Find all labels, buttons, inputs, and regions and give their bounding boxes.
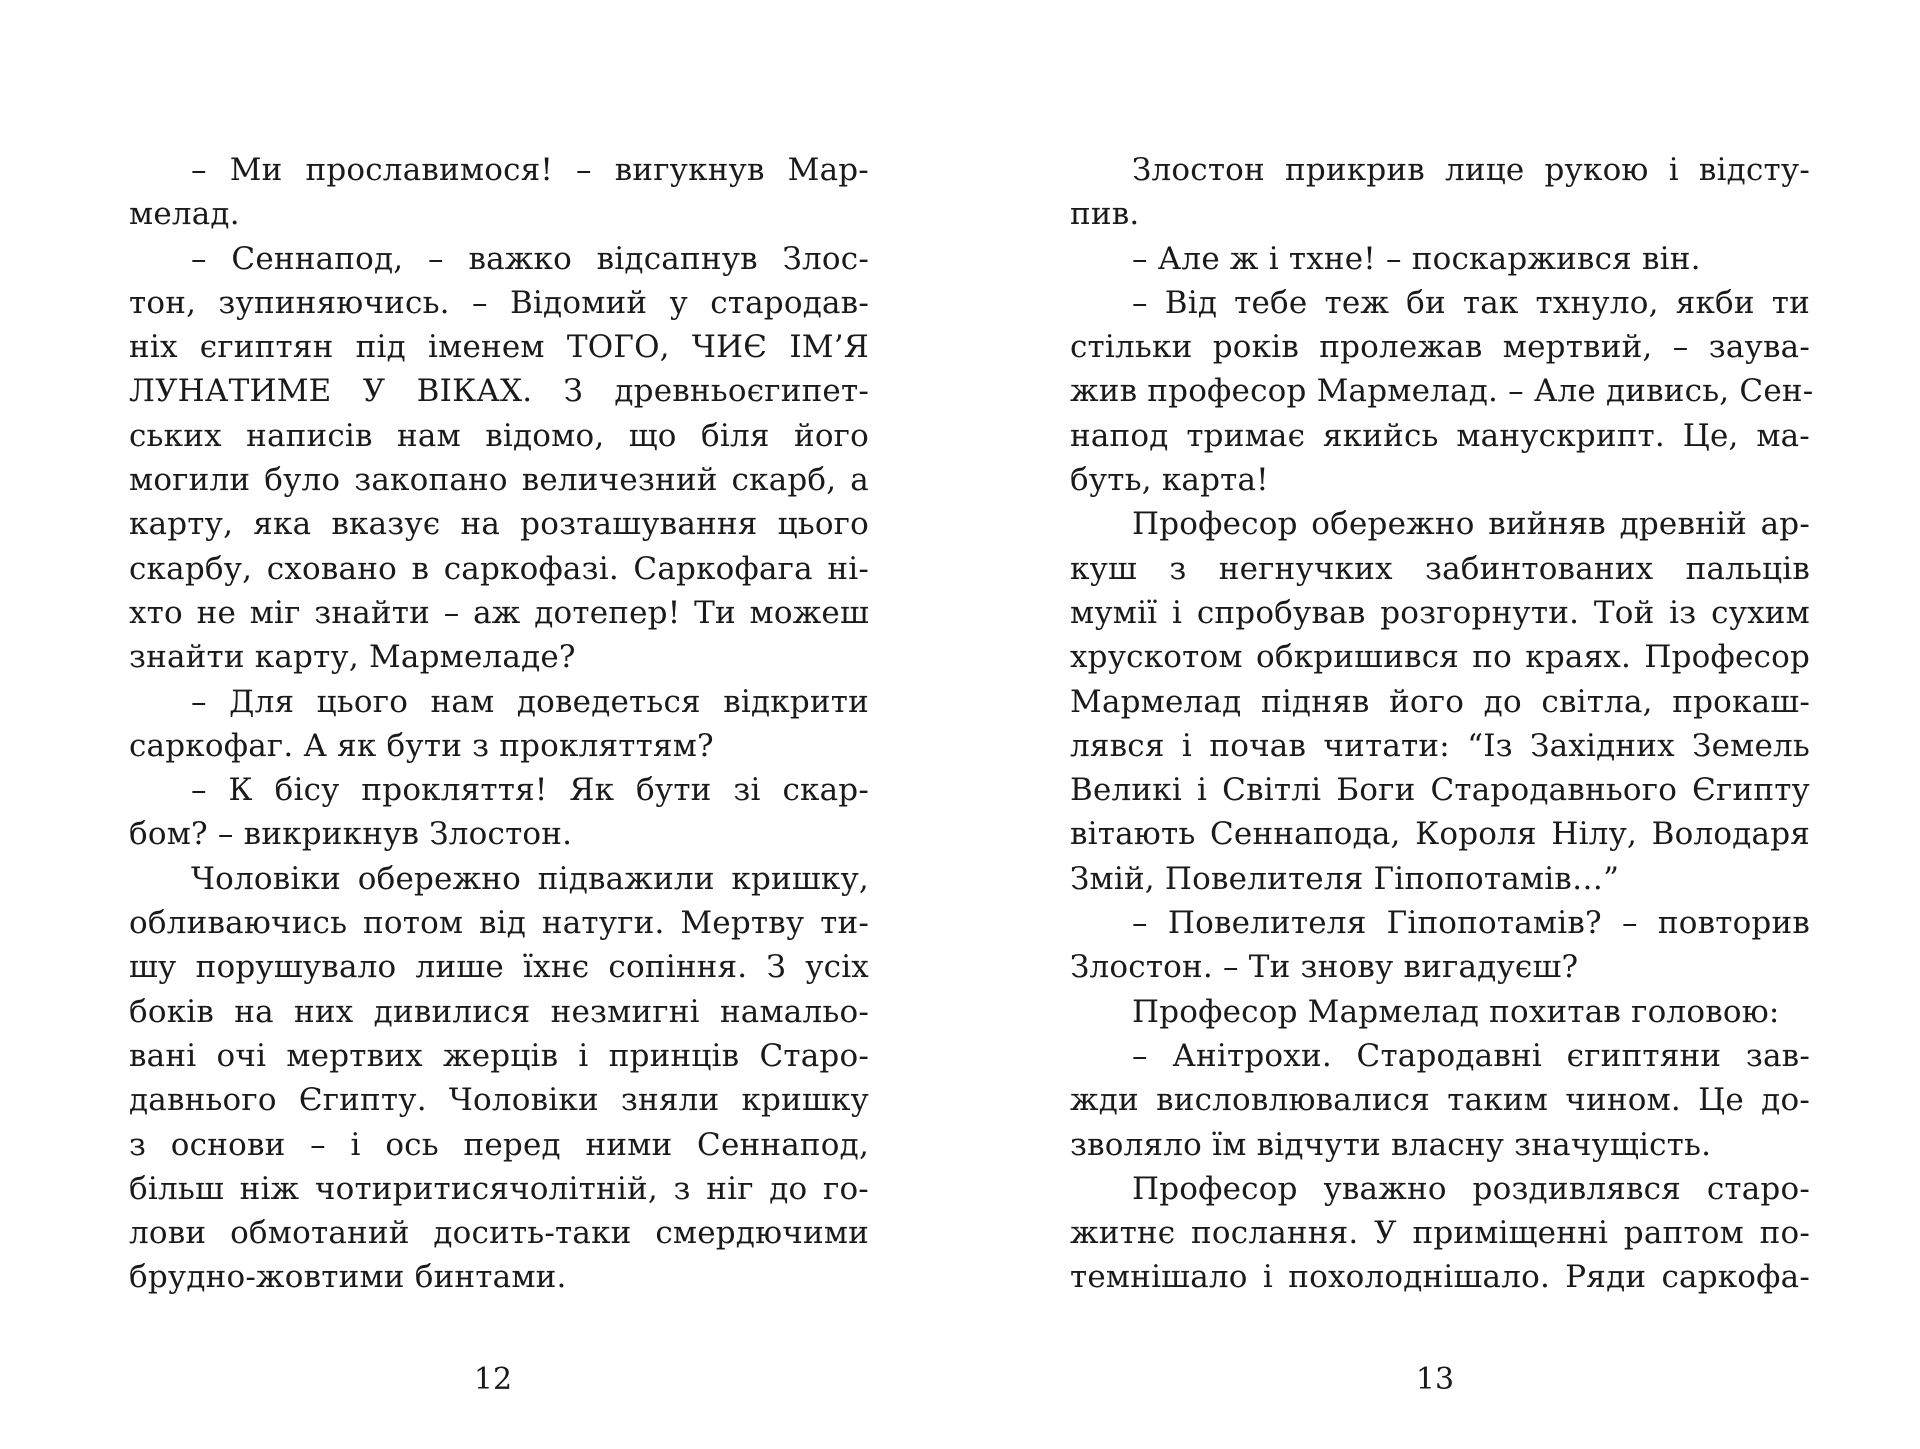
text-line: темнішало і похолоднішало. Ряди саркофа-: [1070, 1259, 1810, 1296]
text-line: тон, зупиняючись. – Відомий у стародав-: [129, 284, 869, 321]
text-line: – Анітрохи. Стародавні єгиптяни зав-: [1132, 1037, 1810, 1074]
text-line: обливаючись потом від натуги. Мертву ти-: [129, 905, 869, 942]
text-line: напод тримає якийсь манускрипт. Це, ма-: [1070, 417, 1810, 454]
text-line: карту, яка вказує на розташування цього: [129, 506, 869, 543]
text-line: лявся і почав читати: “Із Західних Земель: [1070, 727, 1810, 764]
text-line: хто не міг знайти – аж дотепер! Ти можеш: [129, 594, 869, 631]
text-line: шу порушувало лише їхнє сопіння. З усіх: [129, 949, 869, 986]
right-page: [1070, 148, 1814, 1300]
text-line: бом? – викрикнув Злостон.: [129, 816, 573, 853]
text-line: боків на них дивилися незмигні намальо-: [129, 993, 869, 1030]
text-line: давнього Єгипту. Чоловіки зняли кришку: [129, 1082, 869, 1119]
text-line: лови обмотаний досить-таки смердючими: [129, 1215, 869, 1252]
text-line: Мармелад підняв його до світла, прокаш-: [1070, 683, 1810, 720]
text-line: ЛУНАТИМЕ У ВІКАХ. З древньоєгипет-: [129, 373, 869, 410]
text-line: Професор Мармелад похитав головою:: [1132, 993, 1780, 1030]
text-line: брудно-жовтими бинтами.: [129, 1259, 567, 1296]
text-line: мелад.: [129, 196, 240, 233]
text-line: – Від тебе теж би так тхнуло, якби ти: [1132, 284, 1810, 321]
text-line: – Повелителя Гіпопотамів? – повторив: [1132, 905, 1810, 942]
text-line: стільки років пролежав мертвий, – заува-: [1070, 329, 1810, 366]
text-line: житнє послання. У приміщенні раптом по-: [1070, 1215, 1810, 1252]
text-line: вітають Сеннапода, Короля Нілу, Володаря: [1070, 816, 1810, 853]
text-line: скарбу, сховано в саркофазі. Саркофага ні-: [129, 550, 869, 587]
text-line: мумії і спробував розгорнути. Той із сухим: [1070, 594, 1810, 631]
left-page: [129, 148, 869, 1300]
text-line: саркофаг. А як бути з прокляттям?: [129, 727, 714, 764]
text-line: хрускотом обкришився по краях. Професор: [1070, 639, 1810, 676]
text-line: з основи – і ось перед ними Сеннапод,: [129, 1126, 869, 1163]
page-number: 12: [473, 1362, 513, 1397]
text-line: ських написів нам відомо, що біля його: [129, 417, 869, 454]
text-line: – Але ж і тхне! – поскаржився він.: [1132, 240, 1701, 277]
text-line: жди висловлювалися таким чином. Це до-: [1070, 1082, 1810, 1119]
text-line: Професор уважно роздивлявся старо-: [1132, 1170, 1810, 1207]
text-line: Великі і Світлі Боги Стародавнього Єгипту: [1070, 772, 1810, 809]
text-line: Чоловіки обережно підважили кришку,: [191, 860, 869, 897]
text-line: Злостон. – Ти знову вигадуєш?: [1070, 949, 1579, 986]
text-line: – Сеннапод, – важко відсапнув Злос-: [191, 240, 869, 277]
text-line: ніх єгиптян під іменем ТОГО, ЧИЄ ІМ’Я: [129, 329, 869, 366]
text-line: – Ми прославимося! – вигукнув Мар-: [191, 152, 869, 188]
text-line: – Для цього нам доведеться відкрити: [191, 683, 869, 720]
text-line: куш з негнучких забинтованих пальців: [1070, 550, 1810, 587]
text-line: зволяло їм відчути власну значущість.: [1070, 1126, 1712, 1163]
text-line: Змій, Повелителя Гіпопотамів…”: [1070, 860, 1620, 897]
text-line: жив професор Мармелад. – Але дивись, Сен-: [1070, 373, 1814, 410]
text-line: могили було закопано величезний скарб, а: [129, 462, 869, 499]
page-number: 13: [1415, 1362, 1455, 1397]
text-line: вані очі мертвих жерців і принців Старо-: [129, 1037, 869, 1074]
text-line: більш ніж чотиритисячолітній, з ніг до го-: [129, 1170, 869, 1207]
text-line: Професор обережно вийняв древній ар-: [1132, 506, 1810, 543]
text-line: буть, карта!: [1070, 462, 1269, 499]
text-line: пив.: [1070, 196, 1140, 233]
text-line: Злостон прикрив лице рукою і відсту-: [1132, 152, 1810, 188]
text-line: – К бісу прокляття! Як бути зі скар-: [191, 772, 869, 809]
text-line: знайти карту, Мармеладе?: [129, 639, 576, 676]
